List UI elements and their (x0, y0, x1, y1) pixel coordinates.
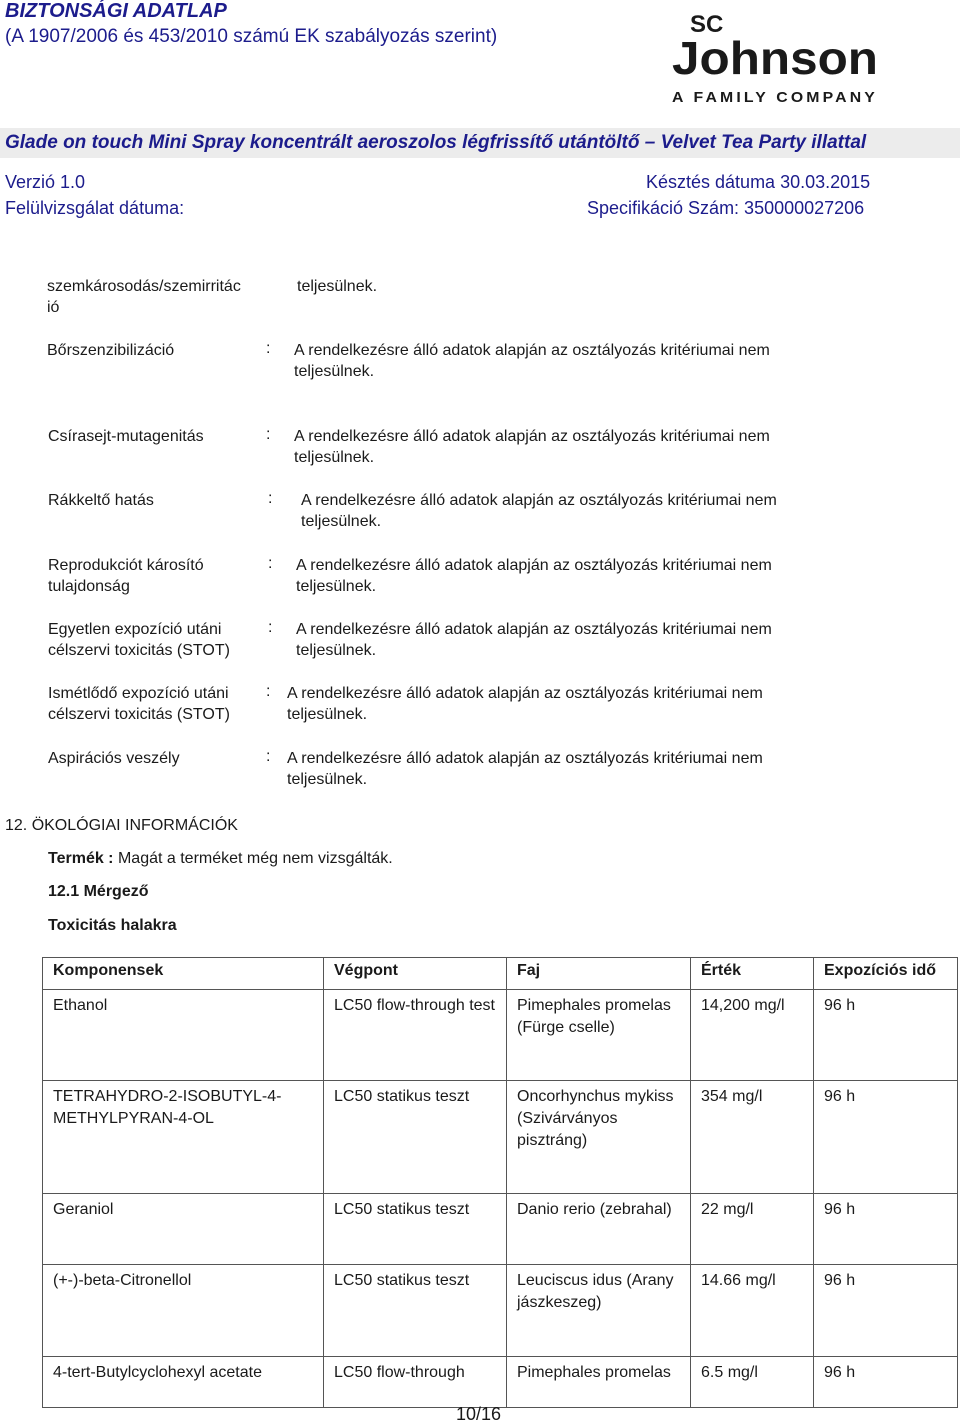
hazard-text: A rendelkezésre álló adatok alapján az osztályozás kritériumai nem teljesülnek. (296, 557, 772, 595)
version: Verzió 1.0 (5, 172, 86, 192)
hazard-text: A rendelkezésre álló adatok alapján az osztályozás kritériumai nem teljesülnek. (301, 492, 777, 530)
hazard-colon: : (266, 340, 271, 357)
hazard-text: A rendelkezésre álló adatok alapján az osztályozás kritériumai nem teljesülnek. (287, 685, 763, 723)
component-cell: TETRAHYDRO-2-ISOBUTYL-4-METHYLPYRAN-4-OL (43, 1081, 324, 1194)
table-row (43, 1081, 958, 1194)
endpoint-cell: LC50 flow-through test (324, 990, 507, 1081)
exposure-cell: 96 h (814, 990, 958, 1081)
product-name: Glade on touch Mini Spray koncentrált aeroszolos légfrissítő utántöltő – Velvet Tea Party illattal (5, 132, 867, 153)
document-subtitle: (A 1907/2006 és 453/2010 számú EK szabályozás szerint) (5, 26, 498, 47)
column-header: Expozíciós idő (814, 958, 958, 990)
table-row (43, 1265, 958, 1357)
hazard-colon: : (266, 426, 271, 443)
hazard-colon: : (268, 619, 273, 636)
species-cell: Pimephales promelas (507, 1357, 691, 1408)
hazard-label: Csírasejt-mutagenitás (48, 428, 204, 445)
exposure-cell: 96 h (814, 1081, 958, 1194)
page-number: 10/16 (456, 1404, 502, 1424)
species-cell: Leuciscus idus (Arany jászkeszeg) (507, 1265, 691, 1357)
hazard-colon: : (268, 490, 273, 507)
logo-tagline: A FAMILY COMPANY (672, 89, 878, 106)
table-row (43, 1194, 958, 1265)
hazard-colon: : (266, 748, 271, 765)
value-cell: 14,200 mg/l (691, 990, 814, 1081)
hazard-label: Ismétlődő expozíció utáni célszervi toxicitás (STOT) (48, 685, 230, 723)
value-cell: 354 mg/l (691, 1081, 814, 1194)
product-test-note (48, 850, 393, 868)
review-date: Felülvizsgálat dátuma: (5, 198, 185, 218)
species-cell: Danio rerio (zebrahal) (507, 1194, 691, 1265)
hazard-label: Egyetlen expozíció utáni célszervi toxicitás (STOT) (48, 621, 230, 659)
value-cell: 6.5 mg/l (691, 1357, 814, 1408)
table-row (43, 1357, 958, 1408)
hazard-colon: : (266, 683, 271, 700)
exposure-cell: 96 h (814, 1357, 958, 1408)
hazard-text: A rendelkezésre álló adatok alapján az osztályozás kritériumai nem teljesülnek. (287, 750, 763, 788)
hazard-label: Reprodukciót károsító tulajdonság (48, 557, 204, 595)
hazard-label: Bőrszenzibilizáció (47, 342, 175, 359)
hazard-label: Aspirációs veszély (48, 750, 180, 767)
table-heading: Toxicitás halakra (48, 917, 177, 934)
product-label: Termék : (48, 850, 114, 867)
column-header: Komponensek (43, 958, 324, 990)
hazard-label: szemkárosodás/szemirritác ió (47, 278, 241, 316)
section-heading: 12. ÖKOLÓGIAI INFORMÁCIÓK (5, 817, 238, 834)
hazard-label: Rákkeltő hatás (48, 492, 154, 509)
endpoint-cell: LC50 flow-through (324, 1357, 507, 1408)
hazard-text: A rendelkezésre álló adatok alapján az osztályozás kritériumai nem teljesülnek. (296, 621, 772, 659)
value-cell: 14.66 mg/l (691, 1265, 814, 1357)
column-header: Érték (691, 958, 814, 990)
table-header-row (43, 958, 958, 990)
value-cell: 22 mg/l (691, 1194, 814, 1265)
preparation-date: Késztés dátuma 30.03.2015 (646, 172, 871, 192)
endpoint-cell: LC50 statikus teszt (324, 1081, 507, 1194)
document-title: BIZTONSÁGI ADATLAP (5, 0, 227, 22)
logo-sc: SC (690, 11, 724, 38)
component-cell: Ethanol (43, 990, 324, 1081)
species-cell: Pimephales promelas (Fürge cselle) (507, 990, 691, 1081)
hazard-text: teljesülnek. (297, 278, 378, 295)
component-cell: Geraniol (43, 1194, 324, 1265)
logo-brand: Johnson (672, 32, 878, 84)
hazard-text: A rendelkezésre álló adatok alapján az osztályozás kritériumai nem teljesülnek. (294, 342, 770, 380)
exposure-cell: 96 h (814, 1265, 958, 1357)
endpoint-cell: LC50 statikus teszt (324, 1194, 507, 1265)
product-name-bar (0, 128, 960, 158)
subsection-heading: 12.1 Mérgező (48, 883, 149, 900)
product-note: Magát a terméket még nem vizsgálták. (113, 850, 393, 867)
component-cell: 4-tert-Butylcyclohexyl acetate (43, 1357, 324, 1408)
specification-number: Specifikáció Szám: 350000027206 (587, 198, 865, 218)
species-cell: Oncorhynchus mykiss (Szivárványos pisztráng) (507, 1081, 691, 1194)
hazard-text: A rendelkezésre álló adatok alapján az osztályozás kritériumai nem teljesülnek. (294, 428, 770, 466)
endpoint-cell: LC50 statikus teszt (324, 1265, 507, 1357)
column-header: Faj (507, 958, 691, 990)
table-row (43, 990, 958, 1081)
hazard-colon: : (268, 555, 273, 572)
fish-toxicity-table (42, 957, 958, 1408)
sc-johnson-logo (668, 8, 883, 108)
exposure-cell: 96 h (814, 1194, 958, 1265)
component-cell: (+-)-beta-Citronellol (43, 1265, 324, 1357)
column-header: Végpont (324, 958, 507, 990)
